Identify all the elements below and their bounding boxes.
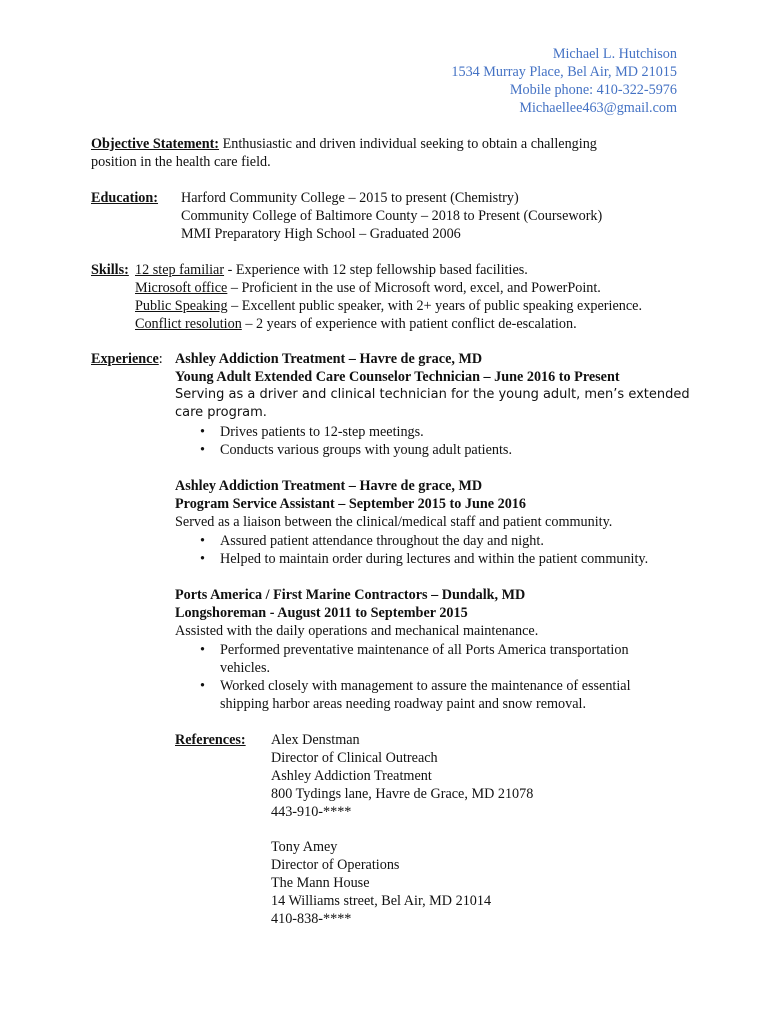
bullet-icon: • [200,551,205,567]
contact-email[interactable]: Michaellee463@gmail.com [519,100,677,116]
education-item: Community College of Baltimore County – 2018 to Present (Coursework) [181,208,603,224]
objective-text: Enthusiastic and driven individual seeking to obtain a challenging [219,136,597,152]
skill-item [135,297,642,315]
reference-phone: 410-838-**** [271,911,352,927]
skill-name: Public Speaking [135,298,228,314]
job-bullet: Helped to maintain order during lectures and within the patient community. [220,551,649,567]
objective-line-2: position in the health care field. [91,154,271,170]
skill-item [135,261,528,279]
reference-address: 14 Williams street, Bel Air, MD 21014 [271,893,492,909]
reference-org: Ashley Addiction Treatment [271,768,432,784]
experience-label: Experience [91,351,159,367]
bullet-icon: • [200,533,205,549]
bullet-icon: • [200,442,205,458]
job-bullet: Conducts various groups with young adult patients. [220,442,513,458]
job-title: Program Service Assistant – September 2015 to June 2016 [175,496,526,512]
objective-line-1 [91,135,597,153]
contact-address: 1534 Murray Place, Bel Air, MD 21015 [451,64,677,80]
job-description-cont: care program. [175,405,267,420]
job-description: Serving as a driver and clinical technician for the young adult, men’s extended [175,387,690,402]
bullet-icon: • [200,424,205,440]
job-bullet-cont: vehicles. [220,660,271,676]
job-bullet: Drives patients to 12-step meetings. [220,424,424,440]
reference-name: Alex Denstman [271,732,360,748]
reference-role: Director of Clinical Outreach [271,750,438,766]
references-label: References: [175,732,246,748]
job-title: Longshoreman - August 2011 to September 2015 [175,605,468,621]
bullet-icon: • [200,642,205,658]
bullet-icon: • [200,678,205,694]
reference-org: The Mann House [271,875,370,891]
skill-name: Conflict resolution [135,316,242,332]
job-bullet-cont: shipping harbor areas needing roadway paint and snow removal. [220,696,587,712]
reference-phone: 443-910-**** [271,804,352,820]
education-item: Harford Community College – 2015 to present (Chemistry) [181,190,519,206]
objective-label: Objective Statement: [91,136,220,152]
job-bullet: Worked closely with management to assure the maintenance of essential [220,678,631,694]
skill-desc: – Proficient in the use of Microsoft word, excel, and PowerPoint. [227,280,601,296]
education-item: MMI Preparatory High School – Graduated 2006 [181,226,461,242]
reference-role: Director of Operations [271,857,400,873]
job-employer: Ashley Addiction Treatment – Havre de grace, MD [175,478,483,494]
skill-desc: – 2 years of experience with patient conflict de-escalation. [241,316,577,332]
job-employer: Ashley Addiction Treatment – Havre de grace, MD [175,351,483,367]
reference-address: 800 Tydings lane, Havre de Grace, MD 21078 [271,786,534,802]
job-employer: Ports America / First Marine Contractors – Dundalk, MD [175,587,526,603]
experience-colon: : [158,351,163,367]
job-description: Served as a liaison between the clinical/medical staff and patient community. [175,514,613,530]
reference-name: Tony Amey [271,839,338,855]
job-bullet: Assured patient attendance throughout the day and night. [220,533,544,549]
job-bullet: Performed preventative maintenance of all Ports America transportation [220,642,629,658]
skill-name: 12 step familiar [135,262,225,278]
skill-name: Microsoft office [135,280,228,296]
job-description: Assisted with the daily operations and mechanical maintenance. [175,623,539,639]
skill-item [135,315,577,333]
contact-name: Michael L. Hutchison [552,46,677,62]
skills-label: Skills: [91,262,129,278]
job-title: Young Adult Extended Care Counselor Technician – June 2016 to Present [175,369,620,385]
education-label: Education: [91,190,159,206]
skill-item [135,279,601,297]
experience-heading [91,350,163,368]
skill-desc: - Experience with 12 step fellowship based facilities. [224,262,528,278]
skill-desc: – Excellent public speaker, with 2+ years of public speaking experience. [227,298,642,314]
contact-phone: Mobile phone: 410-322-5976 [509,82,677,98]
